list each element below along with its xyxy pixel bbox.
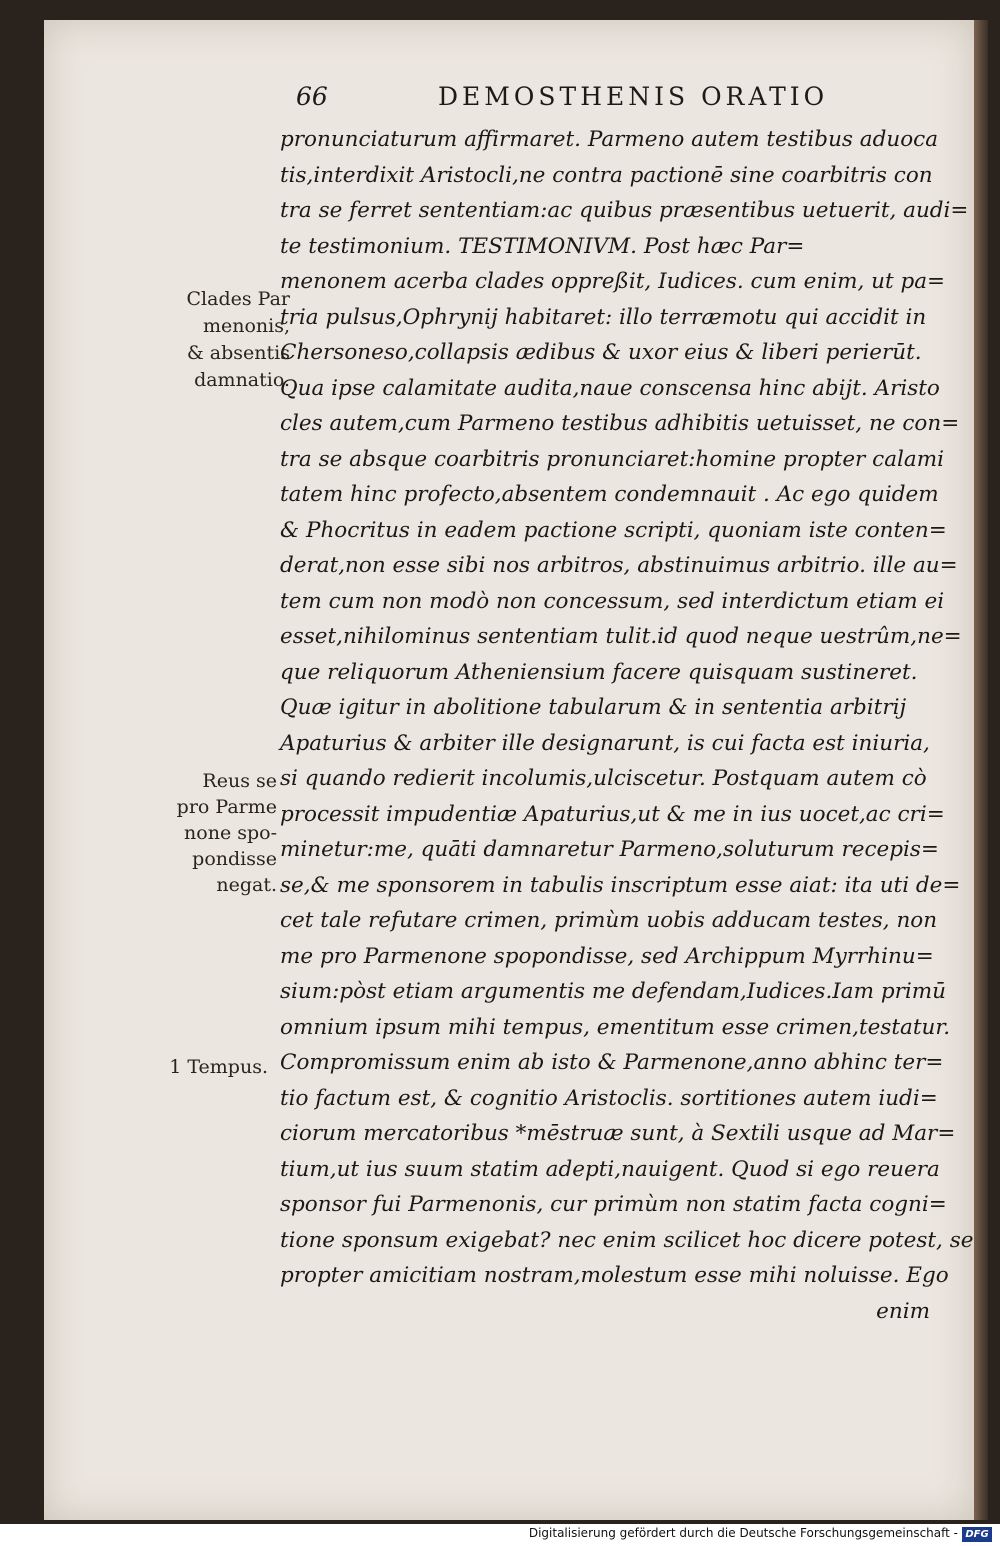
marginal-note-line: Clades Par bbox=[186, 288, 290, 310]
text-line: cles autem,cum Parmeno testibus adhibitis uetuisset, ne con= bbox=[280, 411, 960, 436]
marginal-note-line: damnatio. bbox=[194, 369, 290, 391]
text-line: tria pulsus,Ophrynij habitaret: illo terræmotu qui accidit in bbox=[280, 304, 927, 330]
marginal-note-line: 1 Tempus. bbox=[169, 1056, 268, 1078]
marginal-note-line: Reus se bbox=[202, 770, 277, 792]
text-line: Qua ipse calamitate audita,naue conscensa hinc abijt. Aristo bbox=[280, 375, 940, 401]
text-line: tium,ut ius suum statim adepti,nauigent. Quod si ego reuera bbox=[280, 1156, 940, 1182]
marginal-note-line: pro Parme bbox=[176, 796, 277, 818]
text-line: tis,interdixit Aristocli,ne contra pactionē sine coarbitris con bbox=[280, 162, 933, 188]
marginal-note-line: none spo- bbox=[184, 822, 277, 844]
dfg-logo: DFG bbox=[962, 1527, 992, 1542]
text-line: sium:pòst etiam argumentis me defendam,Iudices.Iam primū bbox=[280, 979, 946, 1004]
text-line: si quando redierit incolumis,ulciscetur. Postquam autem cò bbox=[280, 766, 927, 791]
marginal-note-clades bbox=[130, 286, 290, 394]
text-line: tione sponsum exigebat? nec enim scilicet hoc dicere potest, se bbox=[280, 1227, 974, 1253]
text-line: sponsor fui Parmenonis, cur primùm non statim facta cogni= bbox=[280, 1192, 947, 1217]
text-line: te testimonium. TESTIMONIVM. Post hæc Par= bbox=[280, 233, 805, 259]
text-line: Compromissum enim ab isto & Parmenone,anno abhinc ter= bbox=[280, 1050, 944, 1075]
marginal-note-line: negat. bbox=[216, 874, 277, 896]
text-line: minetur:me, quāti damnaretur Parmeno,soluturum recepis= bbox=[280, 837, 939, 862]
text-line: processit impudentiæ Apaturius,ut & me in ius uocet,ac cri= bbox=[280, 801, 945, 827]
page-number: 66 bbox=[296, 82, 328, 111]
text-line: tatem hinc profecto,absentem condemnauit . Ac ego quidem bbox=[280, 482, 939, 507]
marginal-note-line: pondisse bbox=[192, 848, 277, 870]
text-line: enim bbox=[876, 1298, 930, 1324]
footer-bar bbox=[0, 1524, 1000, 1546]
text-line: cet tale refutare crimen, primùm uobis adducam testes, non bbox=[280, 908, 938, 933]
marginal-note-line: menonis, bbox=[202, 315, 290, 337]
text-line: omnium ipsum mihi tempus, ementitum esse crimen,testatur. bbox=[280, 1014, 951, 1040]
marginal-note-reus bbox=[122, 768, 277, 898]
running-title: DEMOSTHENIS ORATIO bbox=[438, 82, 829, 111]
text-line: tra se ferret sententiam:ac quibus præsentibus uetuerit, audi= bbox=[280, 198, 969, 223]
main-text-block bbox=[280, 122, 974, 1329]
text-line: tio factum est, & cognitio Aristoclis. sortitiones autem iudi= bbox=[280, 1085, 938, 1111]
page-edge bbox=[974, 20, 988, 1520]
running-header bbox=[296, 82, 896, 122]
funding-credit: Digitalisierung gefördert durch die Deutsche Forschungsgemeinschaft - bbox=[528, 1526, 958, 1540]
text-line: esset,nihilominus sententiam tulit.id quod neque uestrûm,ne= bbox=[280, 624, 962, 649]
text-line: que reliquorum Atheniensium facere quisquam sustineret. bbox=[280, 659, 918, 685]
text-line: & Phocritus in eadem pactione scripti, quoniam iste conten= bbox=[280, 517, 947, 543]
text-line: pronunciaturum affirmaret. Parmeno autem testibus aduoca bbox=[280, 127, 939, 152]
text-line: ciorum mercatoribus *mēstruæ sunt, à Sextili usque ad Mar= bbox=[280, 1121, 956, 1146]
text-line: propter amicitiam nostram,molestum esse mihi noluisse. Ego bbox=[280, 1263, 949, 1288]
text-line: menonem acerba clades oppreßit, Iudices. cum enim, ut pa= bbox=[280, 269, 946, 294]
text-line: tem cum non modò non concessum, sed interdictum etiam ei bbox=[280, 588, 945, 614]
text-line: Apaturius & arbiter ille designarunt, is cui facta est iniuria, bbox=[280, 730, 930, 756]
text-line: tra se absque coarbitris pronunciaret:homine propter calami bbox=[280, 446, 944, 472]
text-line: Quæ igitur in abolitione tabularum & in sententia arbitrij bbox=[280, 695, 907, 720]
text-line: derat,non esse sibi nos arbitros, abstinuimus arbitrio. ille au= bbox=[280, 553, 958, 578]
marginal-note-tempus bbox=[118, 1054, 268, 1080]
text-line: se,& me sponsorem in tabulis inscriptum esse aiat: ita uti de= bbox=[280, 872, 961, 898]
marginal-note-line: & absentis bbox=[186, 342, 290, 364]
text-line: me pro Parmenone spopondisse, sed Archippum Myrrhinu= bbox=[280, 943, 934, 969]
text-line: Chersoneso,collapsis ædibus & uxor eius & liberi perierūt. bbox=[280, 340, 922, 365]
